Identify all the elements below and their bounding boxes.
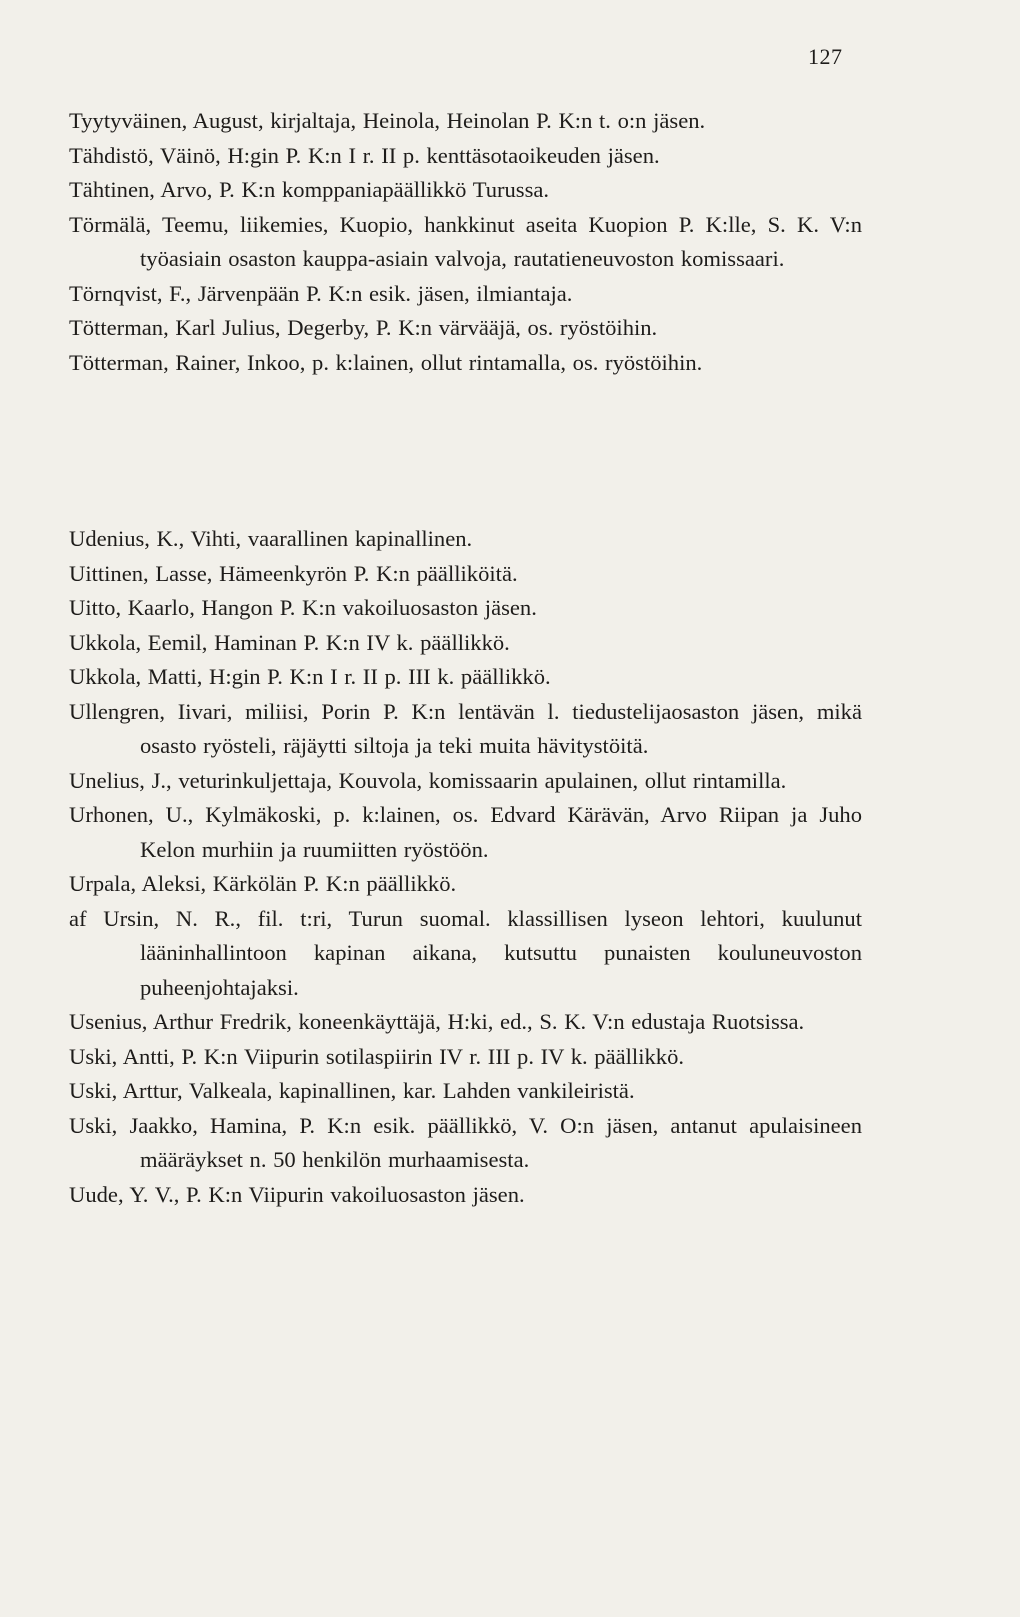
- entry: Ukkola, Matti, H:gin P. K:n I r. II p. III k. päällikkö.: [69, 664, 551, 689]
- entry: af Ursin, N. R., fil. t:ri, Turun suomal. klassillisen lyseon lehtori, kuulunut lääninhallintoon kapinan aikana, kutsuttu punaisten kouluneuvoston puheenjohtajaksi.: [69, 905, 862, 1000]
- entry: Udenius, K., Vihti, vaarallinen kapinallinen.: [69, 526, 473, 551]
- entry: Uude, Y. V., P. K:n Viipurin vakoiluosaston jäsen.: [69, 1181, 525, 1207]
- entries-u: [69, 522, 862, 1212]
- page-number: 127: [808, 44, 843, 69]
- entry: Uittinen, Lasse, Hämeenkyrön P. K:n päälliköitä.: [69, 560, 518, 586]
- entry: Tähdistö, Väinö, H:gin P. K:n I r. II p. kenttäsotaoikeuden jäsen.: [69, 142, 660, 168]
- entry: Tähtinen, Arvo, P. K:n komppaniapäällikkö Turussa.: [69, 177, 550, 202]
- entry: Ukkola, Eemil, Haminan P. K:n IV k. päällikkö.: [69, 629, 510, 655]
- entry: Uski, Jaakko, Hamina, P. K:n esik. päällikkö, V. O:n jäsen, antanut apulaisineen määräykset n. 50 henkilön murhaamisesta.: [69, 1112, 862, 1172]
- entry: Usenius, Arthur Fredrik, koneenkäyttäjä, H:ki, ed., S. K. V:n edustaja Ruotsissa.: [69, 1009, 805, 1034]
- entry: Törmälä, Teemu, liikemies, Kuopio, hankkinut aseita Kuopion P. K:lle, S. K. V:n työasiain osaston kauppa-asiain valvoja, rautatieneuvoston komissaari.: [69, 211, 862, 271]
- entry: Törnqvist, F., Järvenpään P. K:n esik. jäsen, ilmiantaja.: [69, 280, 573, 306]
- entry: Unelius, J., veturinkuljettaja, Kouvola, komissaarin apulainen, ollut rintamilla.: [69, 767, 787, 793]
- entry: Uski, Arttur, Valkeala, kapinallinen, kar. Lahden vankileiristä.: [69, 1078, 635, 1103]
- entries-t: [69, 104, 862, 380]
- entry: Ullengren, Iivari, miliisi, Porin P. K:n lentävän l. tiedustelijaosaston jäsen, mikä osasto ryösteli, räjäytti siltoja ja teki muita hävitystöitä.: [69, 698, 862, 758]
- entry: Uitto, Kaarlo, Hangon P. K:n vakoiluosaston jäsen.: [69, 595, 537, 620]
- entry: Tyytyväinen, August, kirjaltaja, Heinola, Heinolan P. K:n t. o:n jäsen.: [69, 108, 706, 133]
- entry: Uski, Antti, P. K:n Viipurin sotilaspiirin IV r. III p. IV k. päällikkö.: [69, 1043, 685, 1069]
- entry: Urhonen, U., Kylmäkoski, p. k:lainen, os. Edvard Kärävän, Arvo Riipan ja Juho Kelon murhiin ja ruumiitten ryöstöön.: [69, 802, 862, 862]
- entry: Tötterman, Karl Julius, Degerby, P. K:n värvääjä, os. ryöstöihin.: [69, 315, 658, 340]
- entry: Urpala, Aleksi, Kärkölän P. K:n päällikkö.: [69, 871, 457, 896]
- entry: Tötterman, Rainer, Inkoo, p. k:lainen, ollut rintamalla, os. ryöstöihin.: [69, 349, 703, 375]
